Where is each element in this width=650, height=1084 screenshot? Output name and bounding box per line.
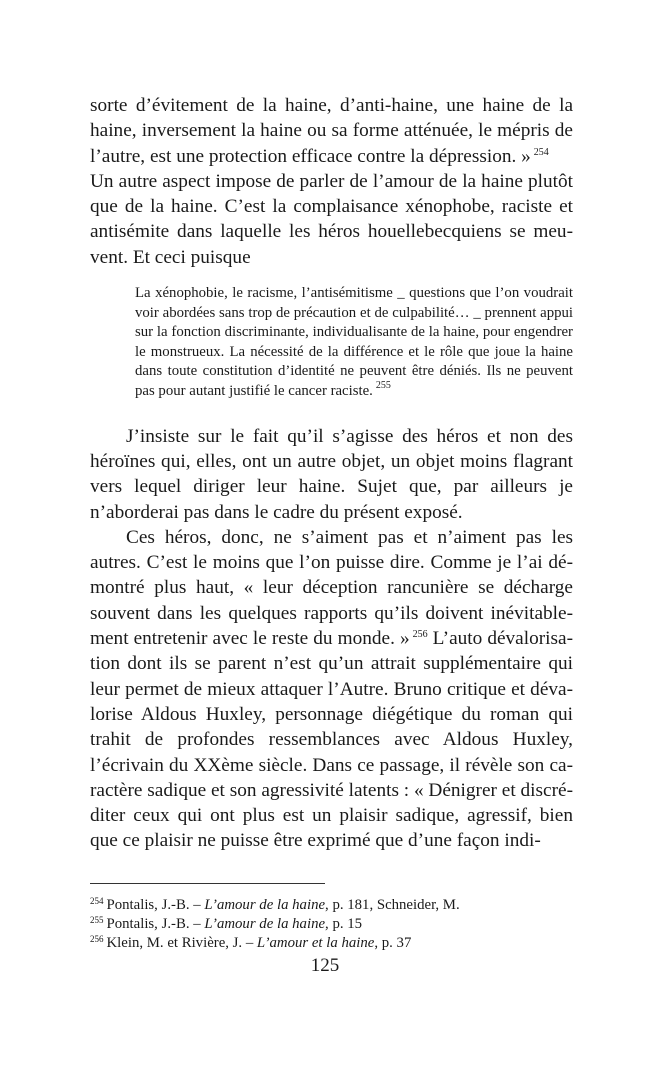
page-number: 125: [310, 955, 340, 976]
paragraph-1-text: sorte d’évitement de la haine, d’anti-haine, une haine de la haine, inversement la haine ou sa forme atténuée, le mépris de l’autre, est une protection efficace contre la dépression. »: [90, 95, 573, 167]
paragraph-4-text-b: L’auto dévalorisation dont ils se parent n’est qu’un attrait supplémentaire qui leur permet de mieux attaquer l’Autre. Bruno critique et dévalorise Aldous Huxley, personnage diégétique du roman qui trahit de profondes ressemblances avec Aldous Huxley, l’écrivain du XXème siècle. Dans ce passage, il révèle son caractère sadique et son agressivité latents : « Dénigrer et discréditer ceux qui ont plus est un plaisir sadique, agressif, bien que ce plaisir ne puisse être exprimé que d’une façon indi-: [90, 628, 574, 852]
footnotes: [90, 896, 573, 953]
paragraph-3: J’insiste sur le fait qu’il s’agisse des héros et non des héroïnes qui, elles, ont un autre objet, un objet moins flagrant vers lequel diriger leur haine. Sujet que, par ailleurs je n’aborderai pas dans le cadre du présent exposé.: [90, 425, 573, 523]
footnote-title: L’amour de la haine: [204, 916, 326, 932]
footnote-details: , p. 37: [374, 935, 412, 951]
footnote-separator: [90, 883, 325, 884]
footnote-254: [90, 896, 573, 915]
footnote-ref-256[interactable]: 256: [412, 629, 428, 641]
footnote-author: Pontalis, J.-B. –: [106, 897, 205, 913]
block-quote-text: La xénophobie, le racisme, l’antisémitisme _ questions que l’on voudrait voir abordées sans trop de précaution et de culpabilité… _ prennent appui sur la fonction discriminante, individualisante de la haine, pour engendrer le monstrueux. La nécessité de la différence et le rôle que joue la haine dans toute constitution d’identité ne peuvent être déniés. Ils ne peuvent pas pour autant justifié le cancer raciste.: [135, 285, 573, 400]
footnote-number: 254: [90, 896, 104, 906]
page-body: [90, 93, 573, 854]
paragraph-1: [90, 93, 573, 169]
footnote-number: 255: [90, 915, 104, 925]
footnote-details: , p. 181, Schneider, M.: [325, 897, 460, 913]
footnote-number: 256: [90, 934, 104, 944]
footnote-255: [90, 915, 573, 934]
paragraph-2: Un autre aspect impose de parler de l’amour de la haine plutôt que de la haine. C’est la complaisance xénophobe, raciste et antisémite dans laquelle les héros houellebecquiens se meuvent. Et ceci puisque: [90, 170, 573, 268]
footnote-ref-255[interactable]: 255: [375, 380, 391, 392]
footnote-author: Pontalis, J.-B. –: [106, 916, 205, 932]
block-quote: [135, 284, 573, 402]
paragraph-4-text-a: Ces héros, donc, ne s’aiment pas et n’aiment pas les autres. C’est le moins que l’on puisse dire. Comme je l’ai démontré plus haut, « leur déception rancunière se décharge souvent dans les quelques rapports qu’ils doivent inévitablement entretenir avec le reste du monde. »: [90, 526, 573, 650]
footnote-256: [90, 934, 573, 953]
footnote-author: Klein, M. et Rivière, J. –: [106, 935, 257, 951]
footnote-details: , p. 15: [325, 916, 363, 932]
footnote-title: L’amour et la haine: [256, 935, 375, 951]
paragraph-4: [90, 525, 573, 854]
footnote-ref-254[interactable]: 254: [533, 146, 549, 158]
footnote-title: L’amour de la haine: [204, 897, 326, 913]
